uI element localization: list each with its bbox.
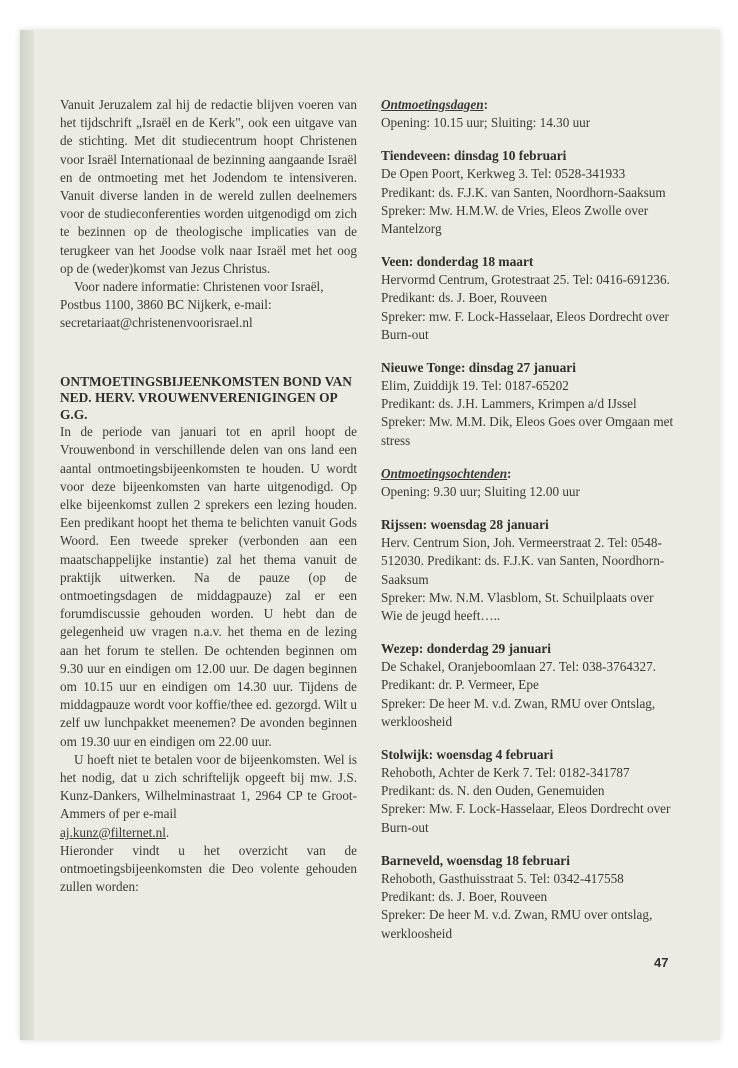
event-line: Spreker: Mw. H.M.W. de Vries, Eleos Zwolle over Mantelzorg <box>381 202 649 237</box>
event-line: Spreker: Mw. F. Lock-Hasselaar, Eleos Dordrecht over Burn-out <box>381 801 671 835</box>
event-block <box>381 852 674 943</box>
page-binding <box>20 30 34 1040</box>
intro-paragraph: Vanuit Jeruzalem zal hij de redactie blijven voeren van het tijdschrift „Israël en de Kerk", ook een uitgave van de stichting. Met dit studiecentrum hoopt Christenen voor Israël Internationaal de bezinning aangaande Israël en de ontmoeting met het Jodendom te intensiveren. Vanuit diverse landen in de wereld zullen deelnemers voor de studieconferenties worden uitgenodigd om zich te bezinnen op de theologische implicaties van de terugkeer van het Joodse volk naar Israël met het oog op de (weder)komst van Jezus Christus. <box>60 97 357 276</box>
event-line: Herv. Centrum Sion, Joh. Vermeerstraat 2. Tel: 0548-512030. Predikant: ds. F.J.K. van Santen, Noordhorn-Saaksum <box>381 535 665 587</box>
payment-text: U hoeft niet te betalen voor de bijeenkomsten. Wel is het nodig, dat u zich schriftelijk opgeeft bij mw. J.S. Kunz-Dankers, Wilhelminastraat 1, 2964 CP te Groot-Ammers of per e-mail <box>60 751 357 822</box>
mornings-label: Ontmoetingsochtenden <box>381 465 508 481</box>
event-line: Spreker: De heer M. v.d. Zwan, RMU over ontslag, werkloosheid <box>381 907 653 941</box>
mornings-section-header: Ontmoetingsochtenden: Opening: 9.30 uur; Sluiting 12.00 uur <box>381 465 674 501</box>
contact-email-link[interactable]: aj.kunz@filternet.nl <box>60 824 166 840</box>
event-title: Rijssen: woensdag 28 januari <box>381 517 549 533</box>
event-title: Stolwijk: woensdag 4 februari <box>381 747 554 763</box>
payment-paragraph <box>60 751 357 842</box>
event-block <box>381 147 674 238</box>
days-times: Opening: 10.15 uur; Sluiting: 14.30 uur <box>381 115 591 131</box>
event-line: Spreker: De heer M. v.d. Zwan, RMU over Ontslag, werkloosheid <box>381 695 656 729</box>
section-heading: ONTMOETINGSBIJEENKOMSTEN BOND VAN NED. HERV. VROUWENVERENIGINGEN OP G.G. <box>60 373 352 422</box>
event-block <box>381 359 674 450</box>
days-label: Ontmoetingsdagen <box>381 97 484 112</box>
event-line: Rehoboth, Gasthuisstraat 5. Tel: 0342-417558 <box>381 870 624 886</box>
event-line: Spreker: Mw. N.M. Vlasblom, St. Schuilplaats over Wie de jeugd heeft….. <box>381 589 654 624</box>
event-line: Elim, Zuiddijk 19. Tel: 0187-65202 <box>381 378 569 394</box>
event-title: Veen: donderdag 18 maart <box>381 254 534 270</box>
event-block <box>381 640 674 731</box>
closing-paragraph: Hieronder vindt u het overzicht van de ontmoetingsbijeenkomsten die Deo volente gehouden zullen worden: <box>60 842 357 895</box>
event-title: Wezep: donderdag 29 januari <box>381 641 551 657</box>
event-title: Tiendeveen: dinsdag 10 februari <box>381 148 567 164</box>
event-line: Predikant: ds. J. Boer, Rouveen <box>381 889 548 905</box>
event-line: Predikant: ds. N. den Ouden, Genemuiden <box>381 783 605 799</box>
event-line: Rehoboth, Achter de Kerk 7. Tel: 0182-341787 <box>381 765 630 781</box>
event-line: De Schakel, Oranjeboomlaan 27. Tel: 038-3764327. Predikant: dr. P. Vermeer, Epe <box>381 659 656 693</box>
right-column <box>381 96 674 958</box>
event-title: Barneveld, woensdag 18 februari <box>381 852 570 868</box>
event-line: Spreker: Mw. M.M. Dik, Eleos Goes over Omgaan met stress <box>381 414 674 448</box>
left-column <box>60 96 357 896</box>
event-line: Predikant: ds. J.H. Lammers, Krimpen a/d IJssel <box>381 396 637 412</box>
page-number: 47 <box>654 955 669 970</box>
event-line: Predikant: ds. F.J.K. van Santen, Noordhorn-Saaksum <box>381 184 666 200</box>
event-block <box>381 253 674 344</box>
days-section-header: Ontmoetingsdagen: Opening: 10.15 uur; Sluiting: 14.30 uur <box>381 96 674 132</box>
event-line: De Open Poort, Kerkweg 3. Tel: 0528-341933 <box>381 166 626 182</box>
event-line: Spreker: mw. F. Lock-Hasselaar, Eleos Dordrecht over Burn-out <box>381 308 669 342</box>
event-title: Nieuwe Tonge: dinsdag 27 januari <box>381 360 576 376</box>
event-block <box>381 746 674 837</box>
event-line: Hervormd Centrum, Grotestraat 25. Tel: 0416-691236. Predikant: ds. J. Boer, Rouveen <box>381 272 670 306</box>
event-block <box>381 516 674 625</box>
email-period: . <box>165 824 170 840</box>
body-paragraph: In de periode van januari tot en april hoopt de Vrouwenbond in verschillende delen van ons land een aantal ontmoetingsbijeenkomsten te houden. U wordt voor deze bijeenkomsten van harte uitgenodigd. Op elke bijeenkomst zullen 2 sprekers een lezing houden. Een predikant hoopt het thema te belichten vanuit Gods Woord. Een tweede spreker (verbonden aan een maatschappelijke instantie) zal het thema vanuit de praktijk uitwerken. Na de pauze (op de ontmoetingsdagen de middagpauze) zal er een forumdiscussie gehouden worden. U hebt dan de gelegenheid uw vragen n.a.v. het thema en de lezing aan het forum te stellen. De ochtenden beginnen om 9.30 uur en eindigen om 12.00 uur. De dagen beginnen om 10.15 uur en eindigen om 14.30 uur. Tijdens de middagpauze wordt voor koffie/thee ed. gezorgd. Wilt u zelf uw lunchpakket meenemen? De avonden beginnen om 19.30 uur en eindigen om 22.00 uur. <box>60 424 357 749</box>
info-paragraph: Voor nadere informatie: Christenen voor Israël, Postbus 1100, 3860 BC Nijkerk, e-mail: secretariaat@christenenvoorisrael.nl <box>60 279 324 331</box>
mornings-times: Opening: 9.30 uur; Sluiting 12.00 uur <box>381 484 580 500</box>
